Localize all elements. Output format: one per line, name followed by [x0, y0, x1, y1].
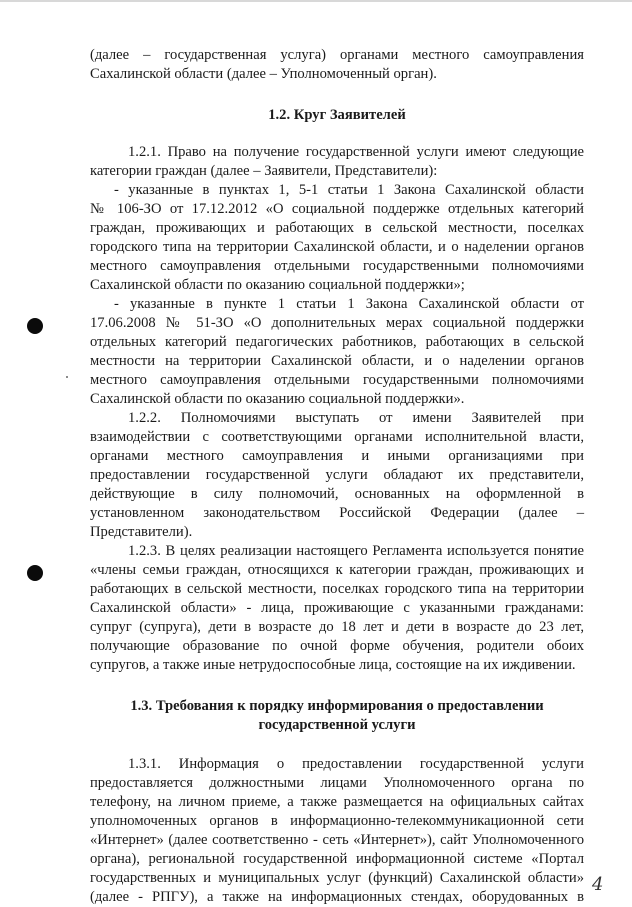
paragraph-line: - указанные в пунктах 1, 5-1 статьи 1 Закона Сахалинской области: [114, 182, 584, 198]
paragraph-line: телефону, на личном приеме, а также размещается на официальных сайтах: [90, 794, 584, 810]
paragraph-line: 1.2.1. Право на получение государственной услуги имеют следующие: [128, 144, 584, 160]
section-heading-1-3: 1.3. Требования к порядку информирования о предоставлении: [130, 698, 544, 714]
paragraph-line: (далее - РПГУ), а также на информационных стендах, оборудованных в: [90, 889, 584, 905]
paragraph-line: 1.3.1. Информация о предоставлении государственной услуги: [128, 756, 584, 772]
paragraph-line: органа), региональной государственной информационной системе «Портал: [90, 851, 584, 867]
paragraph-line: государственных и муниципальных услуг (функций) Сахалинской области»: [90, 870, 584, 886]
section-heading-1-3-cont: государственной услуги: [258, 717, 416, 733]
paragraph-line: городского типа на территории Сахалинской области, и о наделении органов: [90, 239, 584, 255]
paragraph-line: предоставляется должностными лицами Уполномоченного органа по: [90, 775, 584, 791]
paragraph-line: местного самоуправления отдельными государственными полномочиями: [90, 258, 584, 274]
punch-hole-lower: [27, 565, 43, 581]
paragraph-line: «члены семьи граждан, относящихся к категории граждан, проживающих и: [90, 562, 584, 578]
paragraph-line: Сахалинской области по оказанию социальной поддержки».: [90, 391, 465, 407]
paragraph-line: предоставлении государственной услуги обладают их представители,: [90, 467, 584, 483]
paragraph-line: супругов, а также иные нетрудоспособные лица, состоящие на их иждивении.: [90, 657, 576, 673]
intro-line: Сахалинской области (далее – Уполномоченный орган).: [90, 66, 437, 82]
paragraph-line: органами местного самоуправления и иными организациями при: [90, 448, 584, 464]
paragraph-line: 1.2.3. В целях реализации настоящего Регламента используется понятие: [128, 543, 584, 559]
paragraph-line: категории граждан (далее – Заявители, Представители):: [90, 163, 438, 179]
section-heading-1-2: 1.2. Круг Заявителей: [268, 107, 406, 123]
paragraph-line: - указанные в пункте 1 статьи 1 Закона Сахалинской области от: [114, 296, 584, 312]
paragraph-line: получающие образование по очной форме обучения, родители обоих: [90, 638, 584, 654]
paragraph-line: супруг (супруга), дети в возрасте до 18 лет и дети в возрасте до 23 лет,: [90, 619, 584, 635]
paragraph-line: установленном законодательством Российской Федерации (далее –: [90, 505, 584, 521]
document-body: [90, 46, 584, 907]
paragraph-line: взаимодействии с соответствующими органами исполнительной власти,: [90, 429, 584, 445]
paragraph-line: граждан, проживающих и работающих в сельской местности, поселках: [90, 220, 584, 236]
paragraph-line: Представители).: [90, 524, 193, 540]
paragraph-line: работающих в сельской местности, поселках городского типа на территории: [90, 581, 584, 597]
punch-hole-upper: [27, 318, 43, 334]
paragraph-line: местного самоуправления отдельными государственными полномочиями: [90, 372, 584, 388]
paragraph-line: 17.06.2008 № 51-ЗО «О дополнительных мерах социальной поддержки: [90, 315, 584, 331]
paragraph-line: действующие в силу полномочий, основанных на оформленной в: [90, 486, 584, 502]
paragraph-line: Сахалинской области» - лица, проживающие с указанными гражданами:: [90, 600, 584, 616]
paragraph-line: № 106-ЗО от 17.12.2012 «О социальной поддержке отдельных категорий: [90, 201, 584, 217]
scan-top-edge: [0, 0, 632, 2]
intro-line: (далее – государственная услуга) органами местного самоуправления: [90, 47, 584, 63]
paragraph-line: Сахалинской области по оказанию социальной поддержки»;: [90, 277, 465, 293]
paragraph-line: 1.2.2. Полномочиями выступать от имени Заявителей при: [128, 410, 584, 426]
paragraph-line: уполномоченных органов в информационно-телекоммуникационной сети: [90, 813, 584, 829]
paragraph-line: местности на территории Сахалинской области, и о наделении органов: [90, 353, 584, 369]
scan-speck: [66, 376, 68, 378]
page-number: 4: [592, 874, 604, 895]
paragraph-line: «Интернет» (далее соответственно - сеть «Интернет»), сайт Уполномоченного: [90, 832, 584, 848]
paragraph-line: отдельных категорий педагогических работников, работающих в сельской: [90, 334, 584, 350]
